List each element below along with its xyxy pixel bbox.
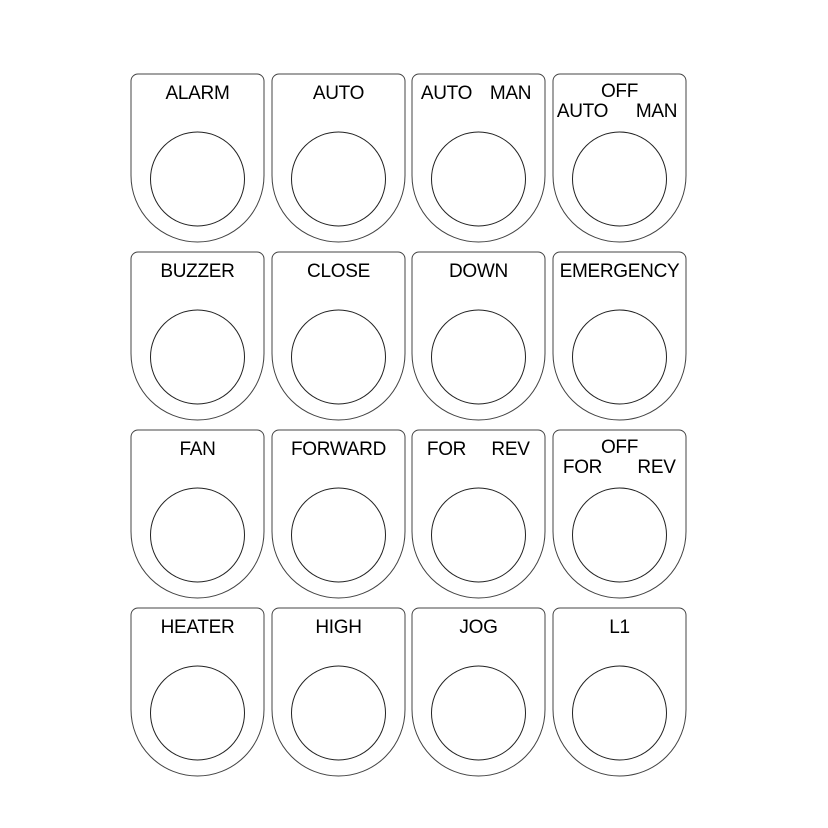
nameplate-label-left: AUTO: [420, 83, 473, 104]
nameplate-label: OFF: [600, 437, 639, 458]
nameplate-label: FAN: [179, 439, 216, 460]
nameplate-label-right: MAN: [489, 83, 532, 104]
nameplate-label-left: FOR: [562, 457, 603, 478]
button-hole: [432, 488, 526, 582]
button-hole: [292, 310, 386, 404]
nameplate: [131, 608, 264, 776]
nameplate-label-right: REV: [491, 439, 530, 460]
nameplate-label-left: AUTO: [556, 101, 609, 122]
nameplate-label: HEATER: [160, 617, 235, 638]
nameplate-label-right: MAN: [635, 101, 678, 122]
nameplate-label: BUZZER: [160, 261, 235, 282]
nameplate: [412, 74, 545, 242]
nameplate-label: CLOSE: [307, 261, 370, 282]
nameplate: [412, 608, 545, 776]
nameplate: [272, 252, 405, 420]
nameplate-label: ALARM: [165, 83, 230, 104]
nameplate-label: OFF: [600, 81, 639, 102]
nameplate-label: AUTO: [312, 83, 365, 104]
nameplate: [131, 74, 264, 242]
button-hole: [573, 666, 667, 760]
nameplate-label: JOG: [459, 617, 498, 638]
button-hole: [573, 132, 667, 226]
nameplate-label: EMERGENCY: [559, 261, 680, 282]
nameplate-label-right: REV: [637, 457, 676, 478]
nameplate: [553, 252, 686, 420]
button-hole: [151, 132, 245, 226]
nameplate-label: HIGH: [315, 617, 362, 638]
button-hole: [573, 310, 667, 404]
nameplate-label: FORWARD: [290, 439, 387, 460]
nameplate: [131, 430, 264, 598]
button-hole: [151, 488, 245, 582]
nameplate: [272, 74, 405, 242]
nameplate-label-left: FOR: [426, 439, 467, 460]
nameplate: [131, 252, 264, 420]
nameplate: [553, 608, 686, 776]
button-hole: [292, 132, 386, 226]
button-hole: [151, 666, 245, 760]
nameplate: [553, 74, 686, 242]
button-hole: [432, 310, 526, 404]
button-hole: [432, 666, 526, 760]
button-hole: [292, 666, 386, 760]
button-hole: [151, 310, 245, 404]
nameplate: [553, 430, 686, 598]
nameplate: [272, 430, 405, 598]
nameplate-label: DOWN: [449, 261, 508, 282]
nameplate: [412, 430, 545, 598]
nameplate-label: L1: [609, 617, 630, 638]
nameplate: [272, 608, 405, 776]
button-hole: [573, 488, 667, 582]
button-hole: [292, 488, 386, 582]
nameplate: [412, 252, 545, 420]
button-hole: [432, 132, 526, 226]
